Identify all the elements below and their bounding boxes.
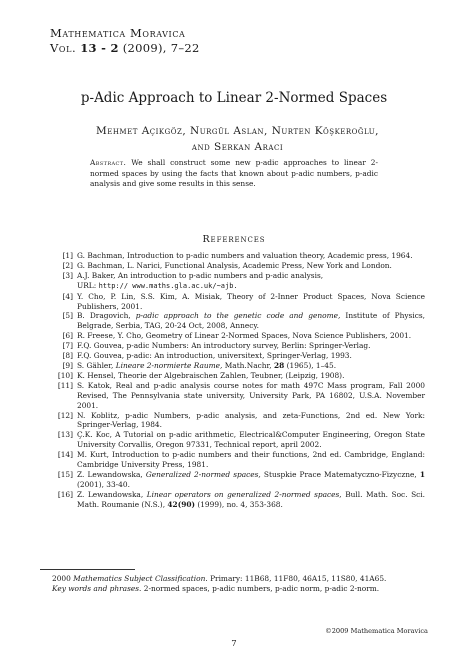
reference-text: Y. Cho, P. Lin, S.S. Kim, A. Misiak, Theory of 2-Inner Product Spaces, Nova Science Publishers, 2001.: [77, 291, 425, 311]
reference-journal: Math.Nachr,: [224, 360, 272, 370]
authors-line-2: and Serkan Araci: [191, 141, 284, 153]
reference-text: R. Freese, Y. Cho, Geometry of Linear 2-Normed Spaces, Nova Science Publishers, 2001.: [77, 331, 412, 341]
keywords-text: 2-normed spaces, p-adic numbers, p-adic norm, p-adic 2-norm.: [143, 584, 380, 594]
copyright: ©2009 Mathematica Moravica: [325, 627, 428, 635]
reference-number: [7]: [62, 341, 73, 351]
reference-item: [55, 470, 425, 490]
reference-text: Ç.K. Koc, A Tutorial on p-adic arithmetic, Electrical&Computer Engineering, Oregon State University Corvallis, Oregon 97331, Technical report, april 2002.: [77, 430, 425, 450]
reference-item: [55, 251, 425, 261]
reference-item: [55, 261, 425, 271]
reference-item: [55, 430, 425, 450]
footnote-rule: [40, 569, 135, 570]
footnotes: [40, 574, 425, 594]
reference-number: [9]: [62, 360, 73, 370]
reference-item: [55, 271, 425, 292]
reference-url: http:// www.maths.gla.ac.uk/~ajb.: [98, 281, 238, 290]
reference-volume: 28: [273, 360, 285, 370]
msc-year: 2000: [52, 574, 71, 583]
reference-authors: S. Gähler,: [77, 360, 114, 370]
reference-details: (2001), 33-40.: [77, 479, 130, 489]
reference-item: [55, 341, 425, 351]
reference-text: F.Q. Gouvea, p-adic: An introduction, universitext, Springer-Verlag, 1993.: [77, 351, 352, 361]
reference-text: F.Q. Gouvea, p-adic Numbers: An introductory survey, Berlin: Springer-Verlag.: [77, 341, 371, 351]
reference-text: S. Katok, Real and p-adic analysis course notes for math 497C Mass program, Fall 2000 Revised, The Pennsylvania state university, University Park, PA 16802, U.S.A. November 2001.: [77, 380, 425, 410]
reference-number: [8]: [62, 351, 73, 361]
reference-number: [11]: [57, 380, 73, 390]
msc-codes: Primary: 11B68, 11F80, 46A15, 11S80, 41A65.: [210, 574, 387, 583]
msc-label: Mathematics Subject Classification.: [73, 574, 208, 583]
abstract: [90, 158, 378, 190]
journal-name: Mathematica Moravica: [50, 26, 186, 40]
reference-details: (1965), 1–45.: [286, 360, 337, 370]
reference-number: [3]: [62, 270, 73, 280]
reference-item: [55, 292, 425, 312]
reference-item: [55, 311, 425, 331]
reference-number: [2]: [62, 260, 73, 270]
keywords-label: Key words and phrases.: [52, 584, 142, 594]
reference-text: N. Koblitz, p-adic Numbers, p-adic analysis, and zeta-Functions, 2nd ed. New York: Springer-Verlag, 1984.: [77, 410, 425, 430]
reference-text: A.J. Baker, An introduction to p-adic numbers and p-adic analysis,: [77, 270, 324, 280]
reference-item: [55, 351, 425, 361]
reference-volume: 42(90): [167, 499, 195, 509]
authors-line-1: Mehmet Açıkgöz, Nurgül Aslan, Nurten Köşkeroğlu,: [95, 125, 380, 137]
volume-issue: 13 - 2: [80, 41, 119, 55]
reference-item: [55, 450, 425, 470]
reference-item: [55, 331, 425, 341]
reference-authors: Z. Lewandowska,: [77, 489, 144, 499]
reference-item: [55, 411, 425, 431]
reference-item: [55, 371, 425, 381]
reference-number: [15]: [57, 469, 73, 479]
reference-text: G. Bachman, L. Narici, Functional Analysis, Academic Press, New York and London.: [77, 260, 392, 270]
reference-title: Generalized 2-normed spaces,: [145, 469, 261, 479]
reference-item: [55, 381, 425, 411]
references-list: [55, 251, 425, 510]
reference-number: [5]: [62, 311, 73, 321]
references-heading: References: [202, 234, 266, 245]
volume-line: [50, 41, 200, 55]
reference-number: [12]: [57, 410, 73, 420]
keywords-footnote: [40, 584, 425, 594]
reference-number: [6]: [62, 331, 73, 341]
reference-text: M. Kurt, Introduction to p-adic numbers and their functions, 2nd ed. Cambridge, England: Cambridge University Press, 1981.: [77, 450, 425, 470]
reference-number: [1]: [62, 251, 73, 260]
reference-text: K. Hensel, Theorie der Algebraischen Zahlen, Teubner, (Leipzig, 1908).: [77, 370, 345, 380]
msc-footnote: [40, 574, 425, 584]
abstract-text: We shall construct some new p-adic approaches to linear 2-normed spaces by using the facts that known about p-adic numbers, p-adic analysis and give some results in this sense.: [90, 158, 378, 188]
reference-details: Institute of Physics, Belgrade, Serbia, TAG, 20-24 Oct, 2008, Annecy.: [77, 311, 425, 331]
reference-journal: Bull. Math. Soc. Sci. Math. Roumanie (N.S.),: [77, 489, 425, 509]
paper-title: p-Adic Approach to Linear 2-Normed Spaces: [80, 90, 388, 106]
reference-details: (1999), no. 4, 353-368.: [197, 499, 283, 509]
reference-authors: Z. Lewandowska,: [77, 469, 143, 479]
reference-number: [10]: [57, 370, 73, 380]
reference-authors: B. Dragovich,: [77, 311, 131, 321]
page-number: 7: [231, 639, 237, 649]
reference-url-label: URL:: [77, 280, 97, 290]
volume-label: Vol.: [50, 41, 77, 55]
reference-number: [4]: [62, 291, 73, 301]
reference-number: [14]: [57, 450, 73, 460]
reference-item: [55, 361, 425, 371]
authors: [60, 123, 415, 155]
reference-title: p-adic approach to the genetic code and genome,: [135, 311, 341, 321]
reference-item: [55, 490, 425, 510]
reference-number: [13]: [57, 430, 73, 440]
reference-number: [16]: [57, 489, 73, 499]
abstract-label: Abstract.: [90, 158, 127, 167]
year-pages: (2009), 7–22: [122, 41, 200, 55]
reference-title: Linear operators on generalized 2-normed spaces,: [146, 489, 342, 499]
reference-journal: Stuspkie Prace Matematyczno-Fizyczne,: [263, 469, 417, 479]
reference-title: Lineare 2-normierte Raume,: [115, 360, 223, 370]
reference-volume: 1: [419, 469, 426, 479]
reference-text: G. Bachman, Introduction to p-adic numbers and valuation theory, Academic press, 1964.: [77, 251, 413, 260]
